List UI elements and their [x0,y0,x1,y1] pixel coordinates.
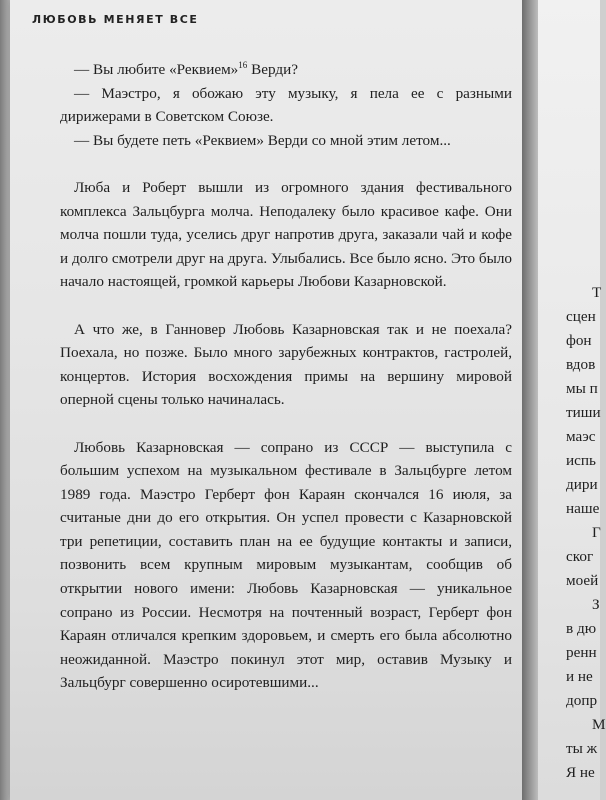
facing-page-fragment: ског [566,548,594,565]
facing-page-fragment: дири [566,476,598,493]
facing-page-fragment: наше [566,500,600,517]
facing-page-fragment: вдов [566,356,596,373]
facing-page-fragment: допр [566,692,598,709]
dialogue-line-1-tail: Верди? [247,61,298,78]
facing-page-fragment: фон [566,332,592,349]
page-body [60,58,512,695]
paragraph-3: Любовь Казарновская — сопрано из СССР — выступила с большим успехом на музыкальном фестивале в Зальцбурге летом 1989 года. Маэстро Герберт фон Караян скончался 16 июля, за считаные дни до его открытия. Он успел провести с Казарновской три репетиции, составить план на ее будущие контакты и записи, позвонить всем крупным мировым музыкантам, сообщив об открытии нового имени: Любовь Казарновская — уникальное сопрано из России. Несмотря на почтенный возраст, Герберт фон Караян отличался крепким здоровьем, и смерть его была абсолютно неожиданной. Маэстро покинул этот мир, оставив Музыку и Зальцбург совершенно осиротевшими... [60,438,512,692]
dialogue-line-2: — Маэстро, я обожаю эту музыку, я пела ее с разными дирижерами в Советском Союзе. [60,84,512,126]
facing-page-fragment: Я не [566,764,595,781]
paragraph-1: Люба и Роберт вышли из огромного здания фестивального комплекса Зальцбурга молча. Неподалеку было красивое кафе. Они молча пошли туда, уселись друг напротив друга, заказали чай и кофе и долго смотрели друг на друга. Улыбались. Все было ясно. Это было начало настоящей, громкой карьеры Любови Казарновской. [60,178,512,291]
facing-page-fragment: Г [592,524,601,541]
paragraph-2: А что же, в Ганновер Любовь Казарновская так и не поехала? Поехала, но позже. Было много зарубежных контрактов, гастролей, концертов. История восхождения примы на вершину мировой оперной сцены только начиналась. [60,320,512,409]
facing-page-fragment: мы п [566,380,598,397]
book-gutter [522,0,538,800]
dialogue-line-1-text: — Вы любите «Реквием» [74,61,239,78]
dialogue-line-3: — Вы будете петь «Реквием» Верди со мной этим летом... [74,131,451,149]
facing-page-fragment: маэс [566,428,596,445]
facing-page-fragment: тиши [566,404,601,421]
book-page [10,0,522,800]
facing-page-fragment: в дю [566,620,597,637]
facing-page-fragment: сцен [566,308,596,325]
facing-page-fragment: испь [566,452,596,469]
footnote-marker: 16 [238,60,248,70]
facing-page-fragment: Т [592,284,602,301]
facing-page [538,0,606,800]
running-head: ЛЮБОВЬ МЕНЯЕТ ВСЕ [32,13,199,26]
facing-page-fragment: ренн [566,644,597,661]
facing-page-fragment: и не [566,668,593,685]
facing-page-fragment: моей [566,572,599,589]
facing-page-fragment: ты ж [566,740,598,757]
facing-page-fragment: З [592,596,600,613]
dialogue-line-1 [60,58,512,82]
facing-page-fragment: М [592,716,606,733]
